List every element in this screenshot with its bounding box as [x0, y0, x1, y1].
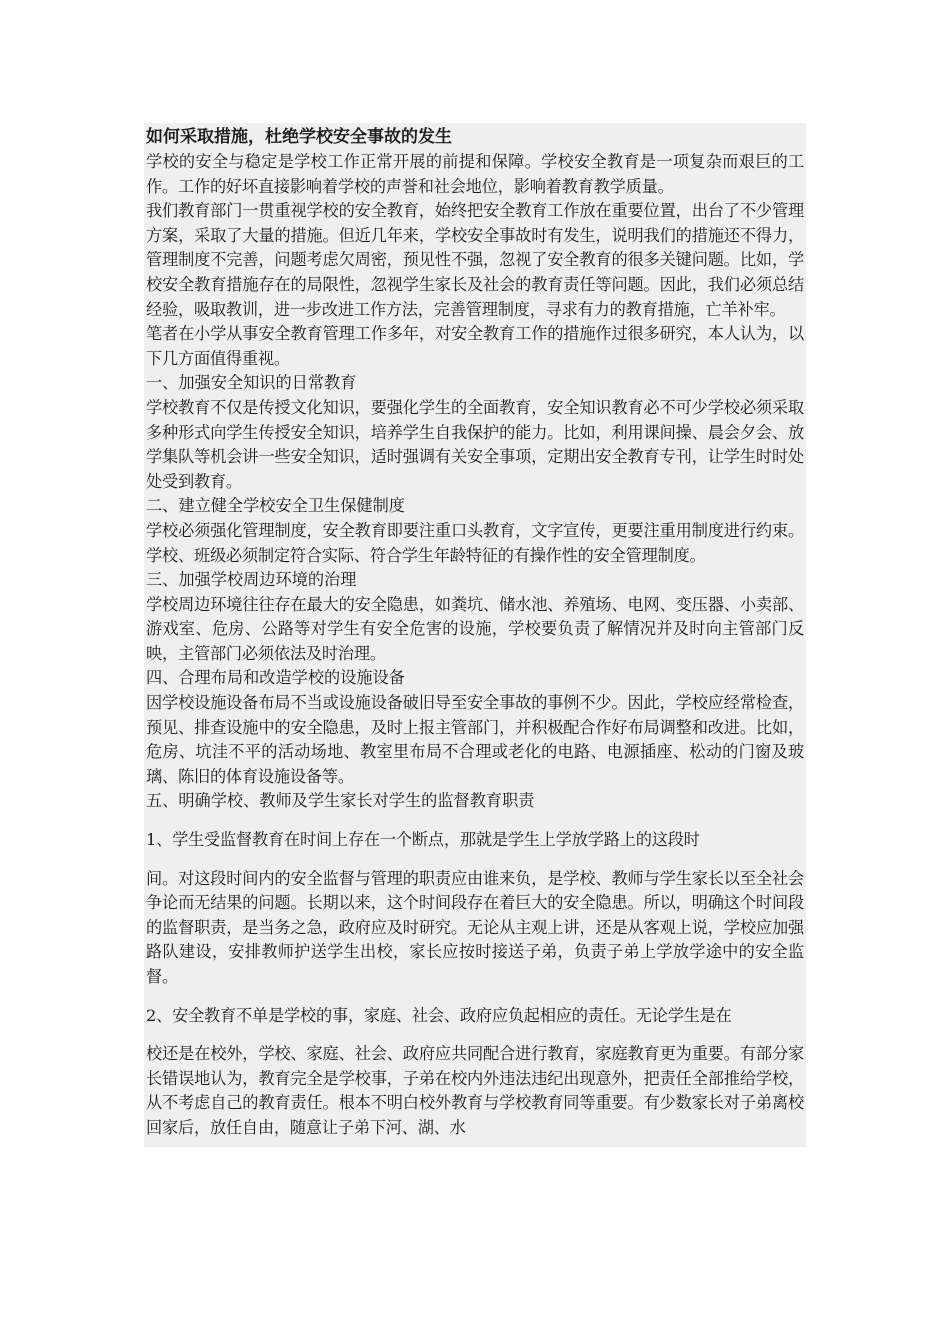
section-heading-5: 五、明确学校、教师及学生家长对学生的监督教育职责 — [146, 791, 535, 811]
paragraph-author-view: 笔者在小学从事安全教育管理工作多年，对安全教育工作的措施作过很多研究，本人认为，以下几方面值得重视。 — [146, 324, 804, 368]
paragraph-section-1: 学校教育不仅是传授文化知识，要强化学生的全面教育，安全知识教育必不可少学校必须采取多种形式向学生传授安全知识，培养学生自我保护的能力。比如，利用课间操、晨会夕会、放学集队等机会讲一些安全知识，适时强调有关安全事项，定期出安全教育专刊，让学生时时处处受到教育。 — [146, 397, 804, 491]
section-heading-1: 一、加强安全知识的日常教育 — [146, 373, 357, 393]
section-heading-4: 四、合理布局和改造学校的设施设备 — [146, 668, 405, 688]
section-heading-3: 三、加强学校周边环境的治理 — [146, 570, 357, 590]
paragraph-item-1-body: 间。对这段时间内的安全监督与管理的职责应由谁来负，是学校、教师与学生家长以至全社会争论而无结果的问题。长期以来，这个时间段存在着巨大的安全隐患。所以，明确这个时间段的监督职责，是当务之急，政府应及时研究。无论从主观上讲，还是从客观上说，学校应加强路队建设，安排教师护送学生出校，家长应按时接送子弟，负责子弟上学放学途中的安全监督。 — [146, 868, 804, 986]
paragraph-background: 我们教育部门一贯重视学校的安全教育，始终把安全教育工作放在重要位置，出台了不少管理方案，采取了大量的措施。但近几年来，学校安全事故时有发生，说明我们的措施还不得力，管理制度不完善，问题考虑欠周密，预见性不强，忽视了安全教育的很多关键问题。比如，学校安全教育措施存在的局限性，忽视学生家长及社会的教育责任等问题。因此，我们必须总结经验，吸取教训，进一步改进工作方法，完善管理制度，寻求有力的教育措施，亡羊补牢。 — [146, 201, 804, 319]
paragraph-section-4: 因学校设施设备布局不当或设施设备破旧导至安全事故的事例不少。因此，学校应经常检查，预见、排查设施中的安全隐患，及时上报主管部门，并积极配合作好布局调整和改进。比如，危房、坑洼不平的活动场地、教室里布局不合理或老化的电路、电源插座、松动的门窗及玻璃、陈旧的体育设施设备等。 — [146, 693, 804, 786]
paragraph-item-2-body: 校还是在校外，学校、家庭、社会、政府应共同配合进行教育，家庭教育更为重要。有部分家长错误地认为，教育完全是学校事，子弟在校内外违法违纪出现意外，把责任全部推给学校，从不考虑自己的教育责任。根本不明白校外教育与学校教育同等重要。有少数家长对子弟离校回家后，放任自由，随意让子弟下河、湖、水 — [146, 1044, 804, 1137]
paragraph-section-3: 学校周边环境往往存在最大的安全隐患，如粪坑、储水池、养殖场、电网、变压器、小卖部、游戏室、危房、公路等对学生有安全危害的设施，学校要负责了解情况并及时向主管部门反映，主管部门必须依法及时治理。 — [146, 594, 804, 663]
article-title: 如何采取措施，杜绝学校安全事故的发生 — [146, 127, 452, 147]
paragraph-item-1-first-line: 1、学生受监督教育在时间上存在一个断点，那就是学生上学放学路上的这段时 — [146, 830, 700, 850]
article-body — [144, 123, 806, 1147]
paragraph-intro: 学校的安全与稳定是学校工作正常开展的前提和保障。学校安全教育是一项复杂而艰巨的工作。工作的好坏直接影响着学校的声誉和社会地位，影响着教育教学质量。 — [146, 152, 804, 196]
section-heading-2: 二、建立健全学校安全卫生保健制度 — [146, 496, 405, 516]
paragraph-item-2-first-line: 2、安全教育不单是学校的事，家庭、社会、政府应负起相应的责任。无论学生是在 — [146, 1005, 732, 1025]
paragraph-section-2: 学校必须强化管理制度，安全教育即要注重口头教育，文字宣传，更要注重用制度进行约束。学校、班级必须制定符合实际、符合学生年龄特征的有操作性的安全管理制度。 — [146, 520, 804, 565]
